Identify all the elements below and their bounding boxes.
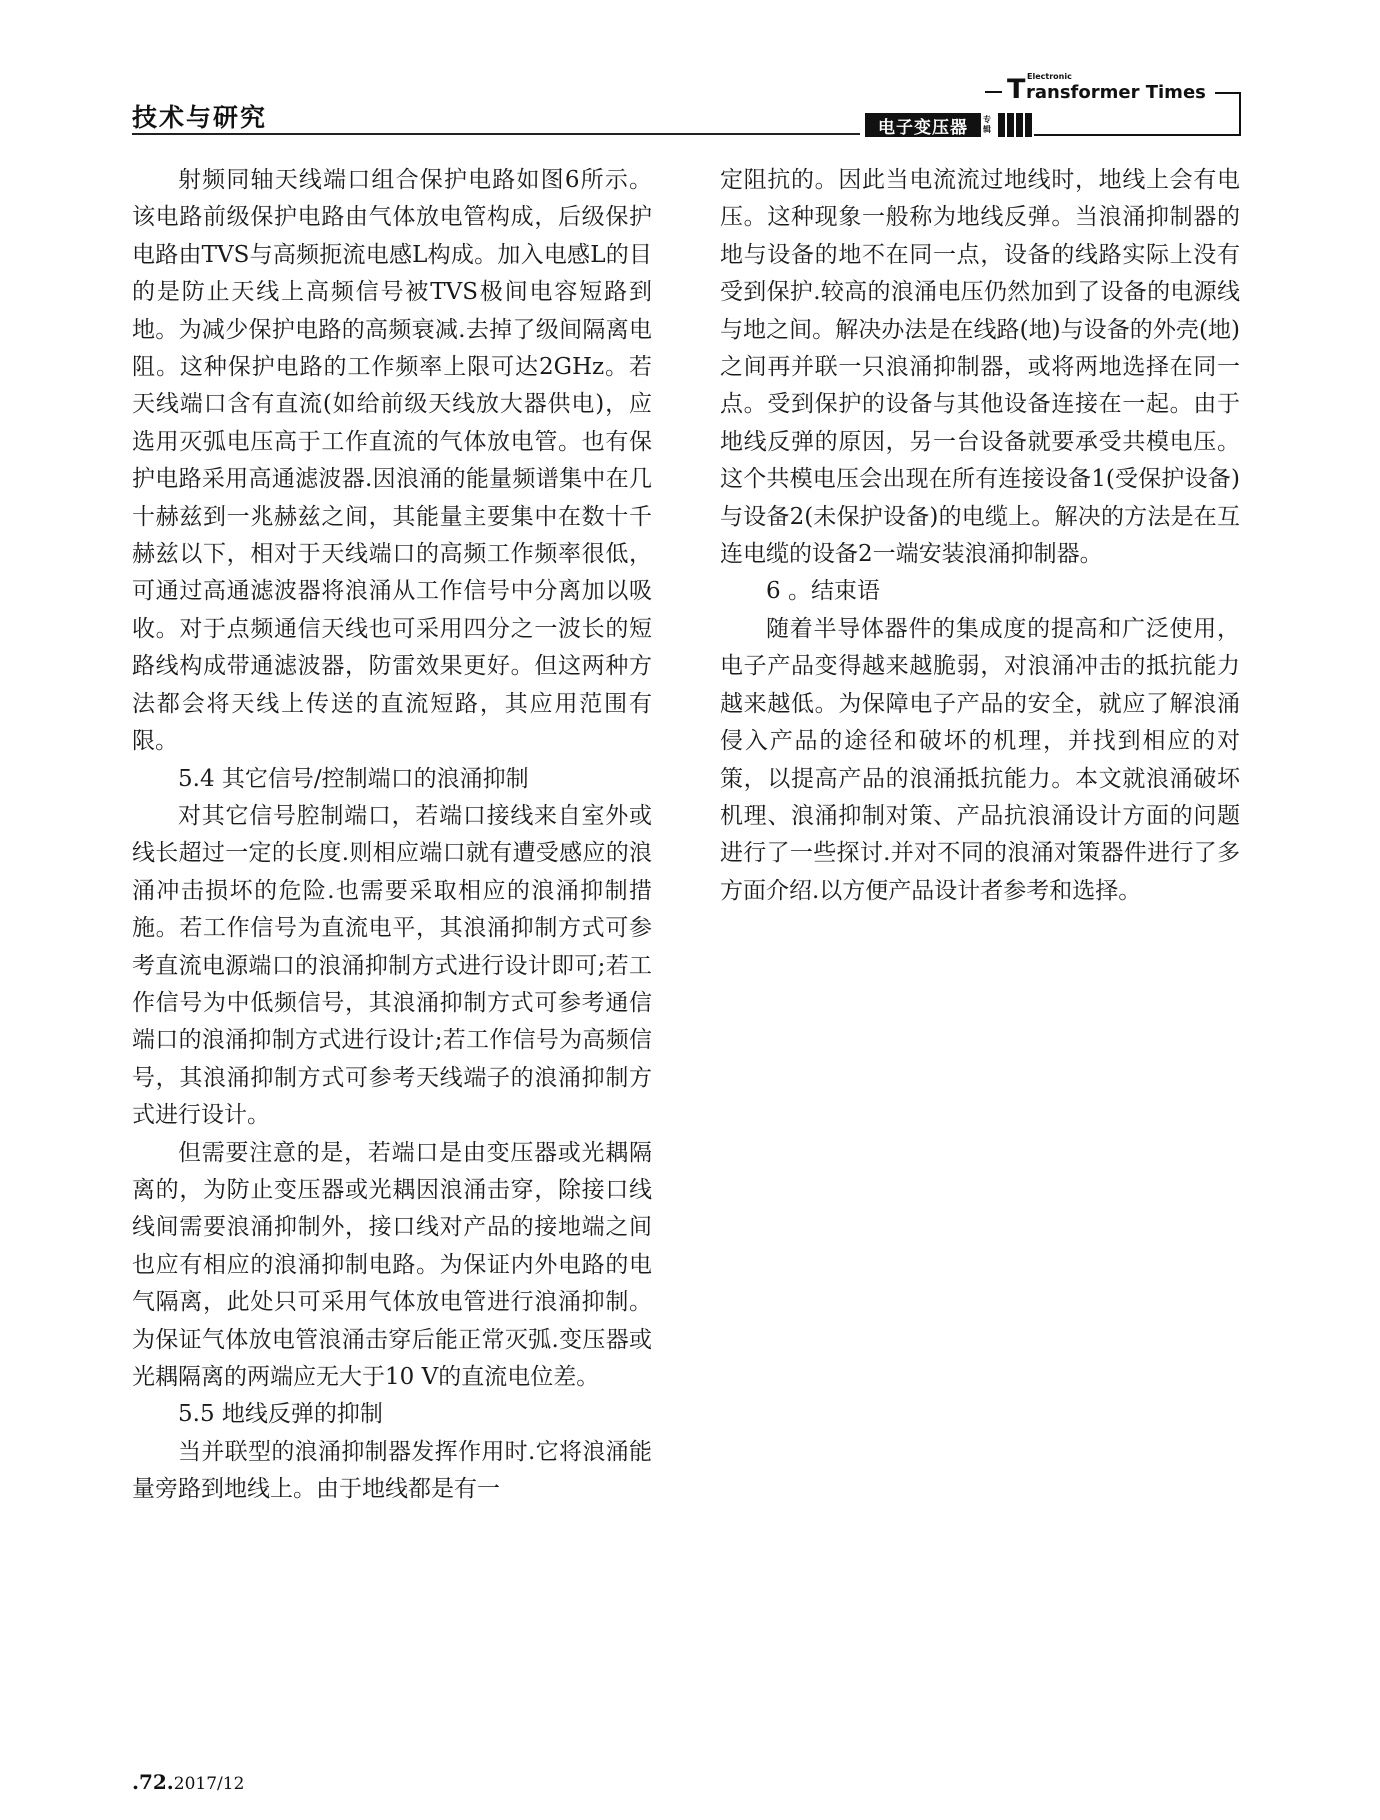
journal-brand <box>985 72 1240 106</box>
brand-rule-bottom <box>1033 134 1240 136</box>
brand-rule-vertical <box>1239 92 1241 136</box>
brand-bar-pattern <box>998 113 1034 137</box>
left-column <box>132 162 652 1509</box>
page-number: .72. <box>132 1770 174 1794</box>
paragraph: 当并联型的浪涌抑制器发挥作用时.它将浪涌能量旁路到地线上。由于地线都是有一 <box>132 1438 652 1503</box>
brand-rule <box>1215 92 1241 94</box>
paragraph: 对其它信号腔制端口，若端口接线来自室外或线长超过一定的长度.则相应端口就有遭受感应的浪涌冲击损坏的危险.也需要采取相应的浪涌抑制措施。若工作信号为直流电平，其浪涌抑制方式可参考直流电源端口的浪涌抑制方式进行设计即可;若工作信号为中低频信号，其浪涌抑制方式可参考通信端口的浪涌抑制方式进行设计;若工作信号为高频信号，其浪涌抑制方式可参考天线端子的浪涌抑制方式进行设计。 <box>132 802 652 1129</box>
brand-name: ransformer Times <box>1026 82 1206 103</box>
brand-electronic: Electronic <box>1027 72 1072 81</box>
brand-dash <box>985 91 1002 93</box>
section-title: 技术与研究 <box>132 103 268 132</box>
brand-cn-sub: 专辑 <box>983 115 991 134</box>
page-footer <box>132 1770 244 1794</box>
issue-date: 2017/12 <box>173 1774 245 1794</box>
paragraph: 射频同轴天线端口组合保护电路如图6所示。该电路前级保护电路由气体放电管构成，后级保护电路由TVS与高频扼流电感L构成。加入电感L的目的是防止天线上高频信号被TVS极间电容短路到地。为减少保护电路的高频衰减.去掉了级间隔离电阻。这种保护电路的工作频率上限可达2GHz。若天线端口含有直流(如给前级天线放大器供电)，应选用灭弧电压高于工作直流的气体放电管。也有保护电路采用高通滤波器.因浪涌的能量频谱集中在几十赫兹到一兆赫兹之间，其能量主要集中在数十千赫兹以下，相对于天线端口的高频工作频率很低，可通过高通滤波器将浪涌从工作信号中分离加以吸收。对于点频通信天线也可采用四分之一波长的短路线构成带通滤波器，防雷效果更好。但这两种方法都会将天线上传送的直流短路，其应用范围有限。 <box>132 167 652 755</box>
paragraph: 随着半导体器件的集成度的提高和广泛使用，电子产品变得越来越脆弱，对浪涌冲击的抵抗能力越来越低。为保障电子产品的安全，就应了解浪涌侵入产品的途径和破坏的机理，并找到相应的对策，以提高产品的浪涌抵抗能力。本文就浪涌破坏机理、浪涌抑制对策、产品抗浪涌设计方面的问题进行了一些探讨.并对不同的浪涌对策器件进行了多方面介绍.以方便产品设计者参考和选择。 <box>720 615 1240 904</box>
header-rule <box>132 133 860 135</box>
section-heading: 5.5 地线反弹的抑制 <box>178 1401 383 1428</box>
right-column <box>720 162 1240 910</box>
paragraph: 但需要注意的是，若端口是由变压器或光耦隔离的，为防止变压器或光耦因浪涌击穿，除接口线线间需要浪涌抑制外，接口线对产品的接地端之间也应有相应的浪涌抑制电路。为保证内外电路的电气隔离，此处只可采用气体放电管进行浪涌抑制。为保证气体放电管浪涌击穿后能正常灭弧.变压器或光耦隔离的两端应无大于10 V的直流电位差。 <box>132 1139 652 1390</box>
brand-cn-logo: 电子变压器 <box>865 113 981 137</box>
section-heading: 5.4 其它信号/控制端口的浪涌抑制 <box>178 765 529 792</box>
paragraph: 定阻抗的。因此当电流流过地线时，地线上会有电压。这种现象一般称为地线反弹。当浪涌抑制器的地与设备的地不在同一点，设备的线路实际上没有受到保护.较高的浪涌电压仍然加到了设备的电源线与地之间。解决办法是在线路(地)与设备的外壳(地)之间再并联一只浪涌抑制器，或将两地选择在同一点。受到保护的设备与其他设备连接在一起。由于地线反弹的原因，另一台设备就要承受共模电压。 这个共模电压会出现在所有连接设备1(受保护设备)与设备2(未保护设备)的电缆上。解决的方法是在互连电缆的设备2一端安装浪涌抑制器。 <box>720 167 1240 568</box>
brand-initial: T <box>1007 74 1026 105</box>
section-heading: 6 。结束语 <box>766 578 880 605</box>
